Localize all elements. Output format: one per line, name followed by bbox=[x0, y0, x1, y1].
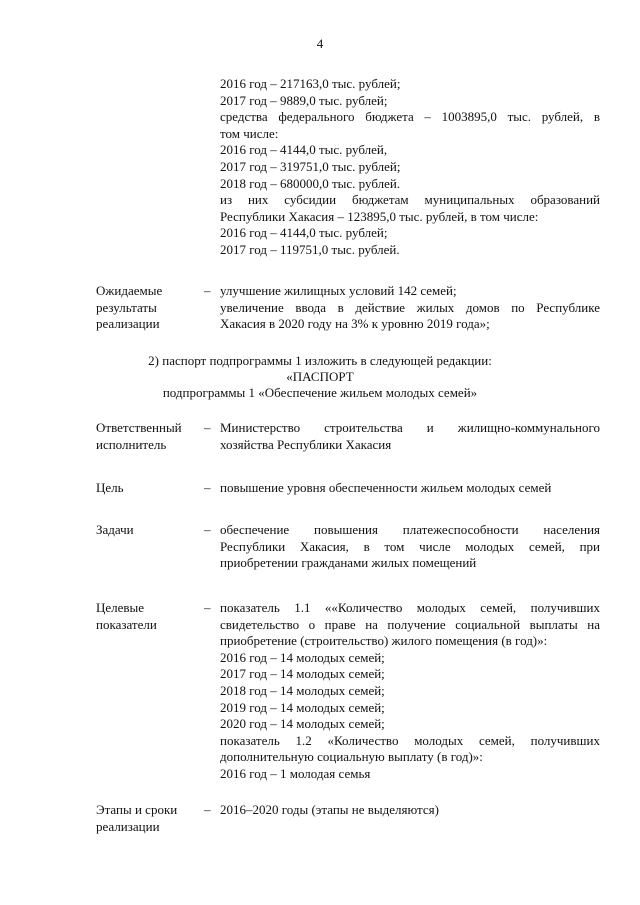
label-line: исполнитель bbox=[96, 436, 167, 452]
expected-results-text bbox=[220, 283, 600, 333]
label-line: Ожидаемые bbox=[96, 283, 163, 298]
text-line: обеспечение повышения платежеспособности населения bbox=[220, 522, 600, 537]
text-line: том числе: bbox=[220, 125, 279, 141]
passport-intro: 2) паспорт подпрограммы 1 изложить в следующей редакции: bbox=[148, 353, 492, 368]
executor-label bbox=[96, 420, 206, 453]
text-line: из них субсидии бюджетам муниципальных образований bbox=[220, 192, 600, 208]
text-line: 2016 год – 4144,0 тыс. рублей; bbox=[220, 225, 388, 241]
text-line: Республики Хакасия, в том числе молодых семей, при bbox=[220, 538, 600, 554]
text-line: Республики Хакасия – 123895,0 тыс. рублей, в том числе: bbox=[220, 208, 539, 224]
text-line: 2017 год – 9889,0 тыс. рублей; bbox=[220, 92, 388, 108]
executor-text bbox=[220, 420, 600, 453]
text-line: 2019 год – 14 молодых семей; bbox=[220, 699, 385, 715]
indicators-dash: – bbox=[204, 600, 211, 615]
text-line: свидетельство о праве на получение социальной выплаты на bbox=[220, 616, 600, 632]
indicators-label bbox=[96, 600, 206, 633]
text-line: 2016 год – 4144,0 тыс. рублей, bbox=[220, 142, 388, 158]
text-line: 2016–2020 годы (этапы не выделяются) bbox=[220, 802, 439, 817]
expected-results-dash: – bbox=[204, 283, 211, 298]
stages-dash: – bbox=[204, 802, 211, 817]
label-line: Целевые bbox=[96, 600, 145, 615]
text-line: повышение уровня обеспеченности жильем молодых семей bbox=[220, 480, 552, 495]
text-line: 2018 год – 680000,0 тыс. рублей. bbox=[220, 175, 401, 191]
passport-subtitle: подпрограммы 1 «Обеспечение жильем молодых семей» bbox=[162, 385, 478, 400]
text-line: 2016 год – 217163,0 тыс. рублей; bbox=[220, 76, 401, 91]
label-line: реализации bbox=[96, 818, 160, 834]
text-line: 2018 год – 14 молодых семей; bbox=[220, 682, 385, 698]
text-line: показатель 1.2 «Количество молодых семей, получивших bbox=[220, 732, 600, 748]
executor-dash: – bbox=[204, 420, 211, 435]
label-line: Ответственный bbox=[96, 420, 182, 435]
text-line: Министерство строительства и жилищно-коммунального bbox=[220, 420, 600, 435]
label-line: показатели bbox=[96, 616, 157, 632]
tasks-dash: – bbox=[204, 522, 211, 537]
text-line: 2020 год – 14 молодых семей; bbox=[220, 716, 385, 732]
text-line: хозяйства Республики Хакасия bbox=[220, 436, 392, 452]
text-line: увеличение ввода в действие жилых домов по Республике bbox=[220, 299, 600, 315]
text-line: дополнительную социальную выплату (в год)»: bbox=[220, 749, 483, 765]
page-number: 4 bbox=[316, 36, 324, 51]
text-line: Хакасия в 2020 году на 3% к уровню 2019 года»; bbox=[220, 316, 490, 332]
text-line: 2017 год – 14 молодых семей; bbox=[220, 666, 385, 682]
expected-results-label bbox=[96, 283, 206, 333]
label-line: Задачи bbox=[96, 522, 134, 537]
funding-block bbox=[220, 76, 600, 259]
label-line: результаты bbox=[96, 299, 157, 315]
stages-text bbox=[220, 802, 600, 819]
text-line: улучшение жилищных условий 142 семей; bbox=[220, 283, 457, 298]
text-line: 2016 год – 1 молодая семья bbox=[220, 765, 371, 781]
stages-label bbox=[96, 802, 206, 835]
label-line: Цель bbox=[96, 480, 124, 495]
text-line: средства федерального бюджета – 1003895,0 тыс. рублей, в bbox=[220, 109, 600, 125]
tasks-label bbox=[96, 522, 206, 539]
passport-title: «ПАСПОРТ bbox=[286, 369, 354, 384]
text-line: приобретении гражданами жилых помещений bbox=[220, 555, 477, 571]
label-line: реализации bbox=[96, 316, 160, 332]
indicators-text bbox=[220, 600, 600, 783]
text-line: приобретение (строительство) жилого помещения (в год)»: bbox=[220, 633, 548, 649]
text-line: показатель 1.1 ««Количество молодых семей, получивших bbox=[220, 600, 600, 615]
goal-text bbox=[220, 480, 600, 497]
goal-label bbox=[96, 480, 206, 497]
text-line: 2017 год – 319751,0 тыс. рублей; bbox=[220, 158, 401, 174]
text-line: 2016 год – 14 молодых семей; bbox=[220, 649, 385, 665]
text-line: 2017 год – 119751,0 тыс. рублей. bbox=[220, 241, 400, 257]
goal-dash: – bbox=[204, 480, 211, 495]
label-line: Этапы и сроки bbox=[96, 802, 178, 817]
tasks-text bbox=[220, 522, 600, 572]
